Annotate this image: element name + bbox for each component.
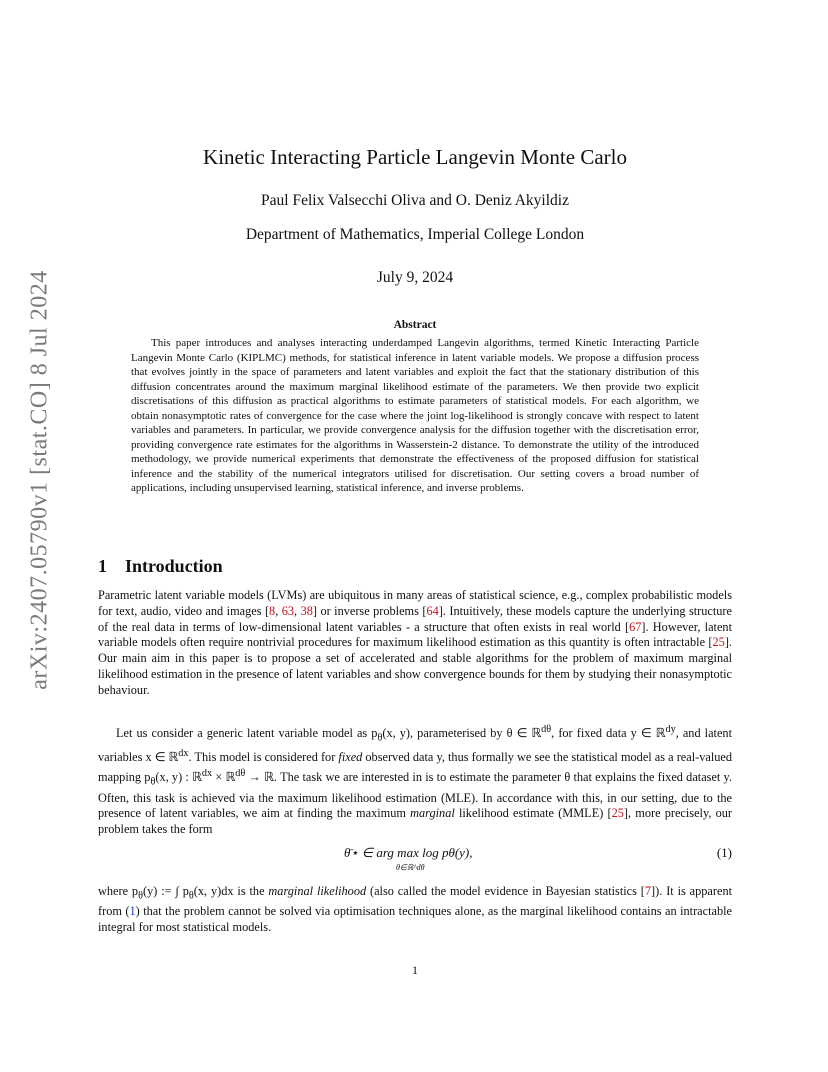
citation-link[interactable]: 38 [300, 603, 313, 618]
paper-affiliation: Department of Mathematics, Imperial College London [245, 226, 585, 243]
citation-link[interactable]: 25 [611, 806, 624, 821]
equation-body: θ̄⋆ ∈ arg max log pθ(y), [344, 845, 473, 860]
equation-subscript: θ∈ℝ^dθ [396, 863, 425, 872]
paper-date: July 9, 2024 [376, 269, 454, 286]
arxiv-identifier: arXiv:2407.05790v1 [stat.CO] 8 Jul 2024 [26, 270, 53, 690]
equation-reference-link[interactable]: 1 [129, 904, 136, 919]
citation-link[interactable]: 64 [426, 603, 439, 618]
page-number: 1 [412, 963, 418, 977]
abstract-heading: Abstract [393, 319, 437, 331]
section-title: Introduction [125, 556, 223, 576]
citation-link[interactable]: 67 [629, 619, 642, 634]
abstract-text: This paper introduces and analyses interacting underdamped Langevin algorithms, termed Kinetic Interacting Particle Langevin Monte Carlo (KIPLMC) methods, for statistical inference in latent variable models. We propose a diffusion process that evolves jointly in the space of parameters and latent variables and exploit the fact that the stationary distribution of this diffusion concentrates around the maximum marginal likelihood estimate of the parameters. We then provide two explicit discretisations of this diffusion as practical algorithms to estimate parameters of statistical models. For each algorithm, we obtain nonasymptotic rates of convergence for the case where the joint log-likelihood is strongly concave with respect to latent variables and parameters. In particular, we provide convergence analysis for the diffusion together with the discretisation error, providing convergence rate estimates for the algorithms in Wasserstein-2 distance. To demonstrate the utility of the introduced methodology, we provide numerical experiments that demonstrate the effectiveness of the proposed diffusion for statistical inference and the stability of the numerical integrators utilised for discretisation. Our setting covers a broad number of applications, including unsupervised learning, statistical inference, and inverse problems. [131, 337, 699, 494]
intro-paragraph-1: Parametric latent variable models (LVMs) are ubiquitous in many areas of statistical science, e.g., complex probabilistic models for text, audio, video and images [8, 63, 38] or inverse problems [64]. Intuitively, these models capture the underlying structure of the real data in terms of low-dimensional latent variables - a structure that often exists in real world [67]. However, latent variable models often require nontrivial procedures for maximum likelihood estimation as this quantity is often intractable [25]. Our main aim in this paper is to propose a set of accelerated and stable algorithms for the problem of maximum marginal likelihood estimation in the presence of latent variables and show convergence bounds for them by studying their nonasymptotic behaviour. [98, 588, 732, 697]
section-heading [98, 556, 223, 577]
citation-link[interactable]: 8 [269, 603, 276, 618]
intro-paragraph-2: Let us consider a generic latent variable model as $p_\theta(x$, y), parameterised by θ ∈ ℝ$^{d\theta}$, for fixed data y ∈ ℝ$^{dy}$, and latent variables x ∈ ℝ$^{dx}$. This model is considered for fixed observed data y, thus formally we see the statistical model as a real-valued mapping $p_\theta(x$, y) : ℝ$^{dx}$ × ℝ$^{d\theta}$ → ℝ. The task we are interested in is to estimate the parameter θ that explains the fixed dataset y. Often, this task is achieved via the maximum likelihood estimation (MLE). In accordance with this, in our setting, due to the presence of latent variables, we aim at finding the maximum marginal likelihood estimate (MMLE) [25], more precisely, our problem takes the form [98, 724, 733, 837]
paper-authors: Paul Felix Valsecchi Oliva and O. Deniz Akyildiz [261, 192, 569, 209]
arxiv-sidebar [20, 270, 60, 690]
citation-link[interactable]: 63 [281, 603, 295, 618]
citation-link[interactable]: 7 [644, 884, 652, 898]
section-number: 1 [98, 556, 107, 576]
equation-number: (1) [716, 845, 732, 860]
equation-1 [98, 845, 732, 875]
intro-paragraph-3: where $p_\theta(y)$ := ∫ $p_\theta(x$, y)dx is the marginal likelihood (also called the model evidence in Bayesian statistics [7]). It is apparent from (1) that the problem cannot be solved via optimisation techniques alone, as the marginal likelihood contains an intractable integral for most statistical models. [98, 884, 733, 935]
paper-title: Kinetic Interacting Particle Langevin Monte Carlo [203, 145, 627, 169]
citation-link[interactable]: 25 [712, 635, 725, 650]
